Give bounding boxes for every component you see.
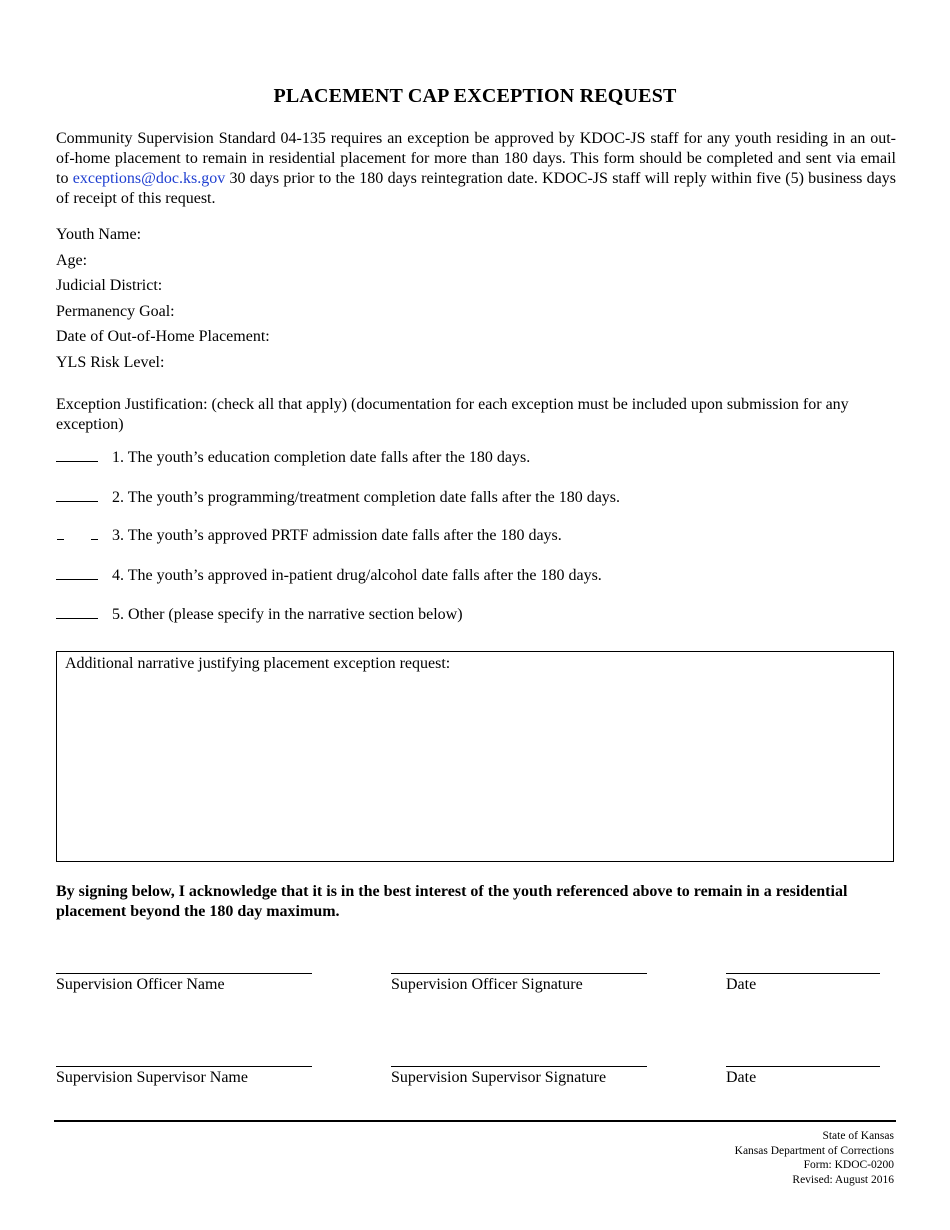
supervisor-signature-label: Supervision Supervisor Signature [391,1069,607,1086]
supervisor-name-line[interactable] [56,1066,312,1067]
checklist-item-drug-alcohol [56,565,602,586]
field-yls-risk-level: YLS Risk Level: [56,354,165,371]
intro-text-before-email: Community Supervision Standard 04-135 requires an exception be approved by KDOC-JS staff for any youth residing in an out-of-home placement to remain in residential placement for more than 180 days. This form should be completed and sent via email to [56,130,896,187]
justification-heading: Exception Justification: (check all that apply) (documentation for each exception must be included upon submission for any exception) [56,396,849,433]
supervisor-name-label: Supervision Supervisor Name [56,1069,248,1086]
checklist-item-other [56,604,463,625]
officer-name-label: Supervision Officer Name [56,976,225,993]
checklist-item-education [56,447,530,468]
supervisor-signature-line[interactable] [391,1066,647,1067]
check-blank-1[interactable] [56,447,98,462]
supervisor-date-line[interactable] [726,1066,880,1067]
field-age: Age: [56,252,88,269]
checklist-item-label: 5. Other (please specify in the narrative section below) [112,606,463,623]
field-permanency-goal: Permanency Goal: [56,303,175,320]
officer-signature-line[interactable] [391,973,647,974]
officer-date-label: Date [726,976,757,993]
checklist-item-label: 3. The youth’s approved PRTF admission date falls after the 180 days. [112,527,562,544]
email-link[interactable]: exceptions@doc.ks.gov [72,170,226,187]
checklist-item-label: 4. The youth’s approved in-patient drug/alcohol date falls after the 180 days. [112,567,602,584]
footer-block [735,1129,894,1187]
check-blank-2[interactable] [56,487,98,502]
narrative-label: Additional narrative justifying placement exception request: [65,655,451,672]
narrative-textarea[interactable] [56,651,894,862]
checklist-item-prtf [56,526,562,546]
footer-state: State of Kansas [822,1130,894,1142]
officer-signature-label: Supervision Officer Signature [391,976,583,993]
footer-form-number: Form: KDOC-0200 [803,1159,894,1171]
footer-revised-date: Revised: August 2016 [792,1173,894,1186]
checklist-item-label: 1. The youth’s education completion date falls after the 180 days. [112,449,531,466]
footer-department: Kansas Department of Corrections [734,1144,894,1157]
check-blank-3[interactable] [56,526,98,540]
intro-paragraph [56,129,896,209]
supervisor-date-label: Date [726,1069,757,1086]
officer-date-line[interactable] [726,973,880,974]
acknowledgement-statement: By signing below, I acknowledge that it is in the best interest of the youth referenced above to remain in a residential placement beyond the 180 day maximum. [56,883,848,920]
field-placement-date: Date of Out-of-Home Placement: [56,328,270,345]
form-title: PLACEMENT CAP EXCEPTION REQUEST [273,85,677,107]
check-blank-5[interactable] [56,604,98,619]
check-blank-4[interactable] [56,565,98,580]
officer-name-line[interactable] [56,973,312,974]
footer-divider [54,1120,896,1122]
intro-text-after-email: 30 days prior to the 180 days reintegration date. KDOC-JS staff will reply within five (5) business days of receipt of this request. [56,170,897,207]
field-judicial-district: Judicial District: [56,277,163,294]
checklist-item-programming [56,487,620,508]
field-youth-name: Youth Name: [56,226,142,243]
checklist-item-label: 2. The youth’s programming/treatment completion date falls after the 180 days. [112,489,621,506]
